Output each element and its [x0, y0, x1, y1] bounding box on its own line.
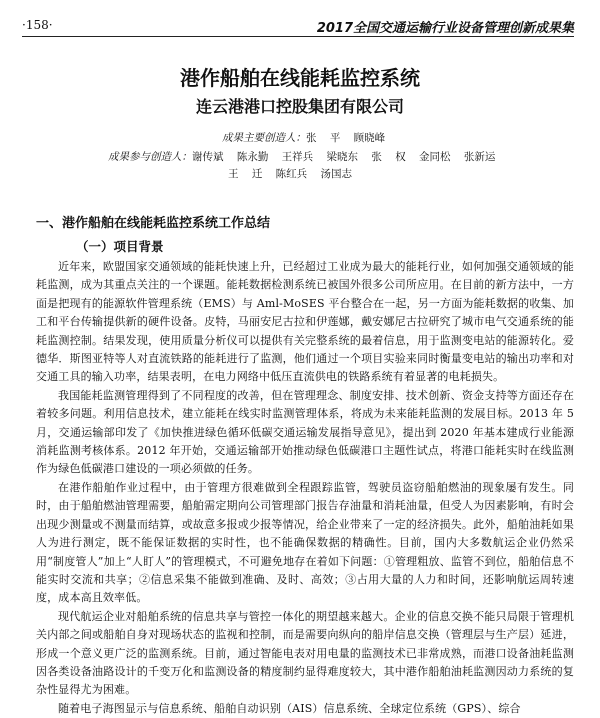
main-creators-names: 张 平 顾晓峰 — [306, 132, 386, 144]
main-creators — [222, 130, 385, 145]
paragraph: 随着电子海图显示与信息系统、船舶自动识别（AIS）信息系统、全球定位系统（GPS）、综合 — [58, 701, 521, 715]
running-header — [22, 16, 574, 37]
paragraph: 近年来，欧盟国家交通领域的能耗快速上升，已经超过工业成为最大的能耗行业，如何加强交通领域的能耗监测，成为其重点关注的一个课题。能耗数据检测系统已被国外很多公司所应用。在目前的新方法中，一方面是把现有的能源软件管理系统（EMS）与 Aml-MoSES 平台整合在一起，另一方面为能耗数据的收集、加工和平台传输提供新的硬件设备。皮特，马丽安尼古拉和伊莲娜，戴安娜尼古拉研究了城市电气交通系统的能耗监测控制。结果发现，使用质量分析仪可以提供有关完整系统的最着信息，用于监测变电站的能源转化。爱德华．斯图亚特等人对直流铁路的能耗进行了监测，他们通过一个项目实验来同时衡量变电站的输出功率和对交通工具的输入功率，结果表明，在电力网络中低压直流供电的铁路系统有着显著的电耗损失。 — [36, 260, 574, 384]
main-creators-label: 成果主要创造人： — [222, 132, 306, 144]
organization-name: 连云港港口控股集团有限公司 — [195, 97, 404, 116]
running-title: 2017全国交通运输行业设备管理创新成果集 — [316, 21, 574, 36]
section-heading: 一、港作船舶在线能耗监控系统工作总结 — [36, 216, 271, 231]
participant-creators-label: 成果参与创造人： — [108, 151, 192, 163]
participant-creators-names-line1: 谢传斌 陈永勤 王祥兵 梁晓东 张 权 金同松 张新运 — [192, 151, 496, 163]
page-number: ·158· — [22, 18, 53, 32]
participant-creators-names-line2: 王 迁 陈红兵 汤国志 — [228, 168, 353, 180]
article-title: 港作船舶在线能耗监控系统 — [180, 66, 420, 90]
subsection-heading: （一）项目背景 — [76, 239, 164, 254]
paragraph: 现代航运企业对船舶系统的信息共享与管控一体化的期望越来越大。企业的信息交换不能只局限于管理机关内部之间或船舶自身对现场状态的监视和控制，而是需要向纵向的船岸信息交换（管理层与生产层）延进，形成一个意义更广泛的监测系统。目前，通过智能电表对用电量的监测技术已非常成熟，而港口设备油耗监测因各类设备油路设计的千变万化和监测设备的精度制约显得难度较大，其中港作船舶油耗监测因动力系统的复杂性显得尤为困难。 — [36, 609, 574, 697]
body-text — [36, 258, 574, 718]
participant-creators — [108, 149, 495, 164]
participant-creators-continued — [228, 166, 352, 181]
paragraph: 在港作船舶作业过程中，由于管理方很难做到全程跟踪监管，驾驶员盗窃船舶燃油的现象屡有发生。同时，由于船舶燃油管理需要，船舶需定期向公司管理部门报告存油量和消耗油量，但受人为因素影响，有时会出现少测量或不测量而结算，或故意多报或少报等情况，给企业带来了一定的经济损失。此外，船舶油耗如果人为进行测定，既不能保证数据的实时性，也不能确保数据的精确性。目前，国内大多数航运企业仍然采用“制度管人”加上“人盯人”的管理模式，不可避免地存在着如下问题：①管理粗放、监管不到位，船舶信息不能实时交流和共享；②信息采集不能做到准确、及时、高效；③占用大量的人力和时间，还影响航运周转速度，成本高且效率低。 — [36, 480, 574, 605]
paragraph: 我国能耗监测管理得到了不同程度的改善，但在管理理念、制度安排、技术创新、资金支持等方面还存在着较多问题。利用信息技术，建立能耗在线实时监测管理体系，将成为未来能耗监测的发展目标。2013 年 5 月，交通运输部印发了《加快推进绿色循环低碳交通运输发展指导意见》，提出到 2020 年基本建成行业能源消耗监测考核体系。2012 年开始，交通运输部开始推动绿色低碳港口主题性试点，将港口能耗实时在线监测作为绿色低碳港口建设的一项必须做的任务。 — [36, 388, 574, 476]
